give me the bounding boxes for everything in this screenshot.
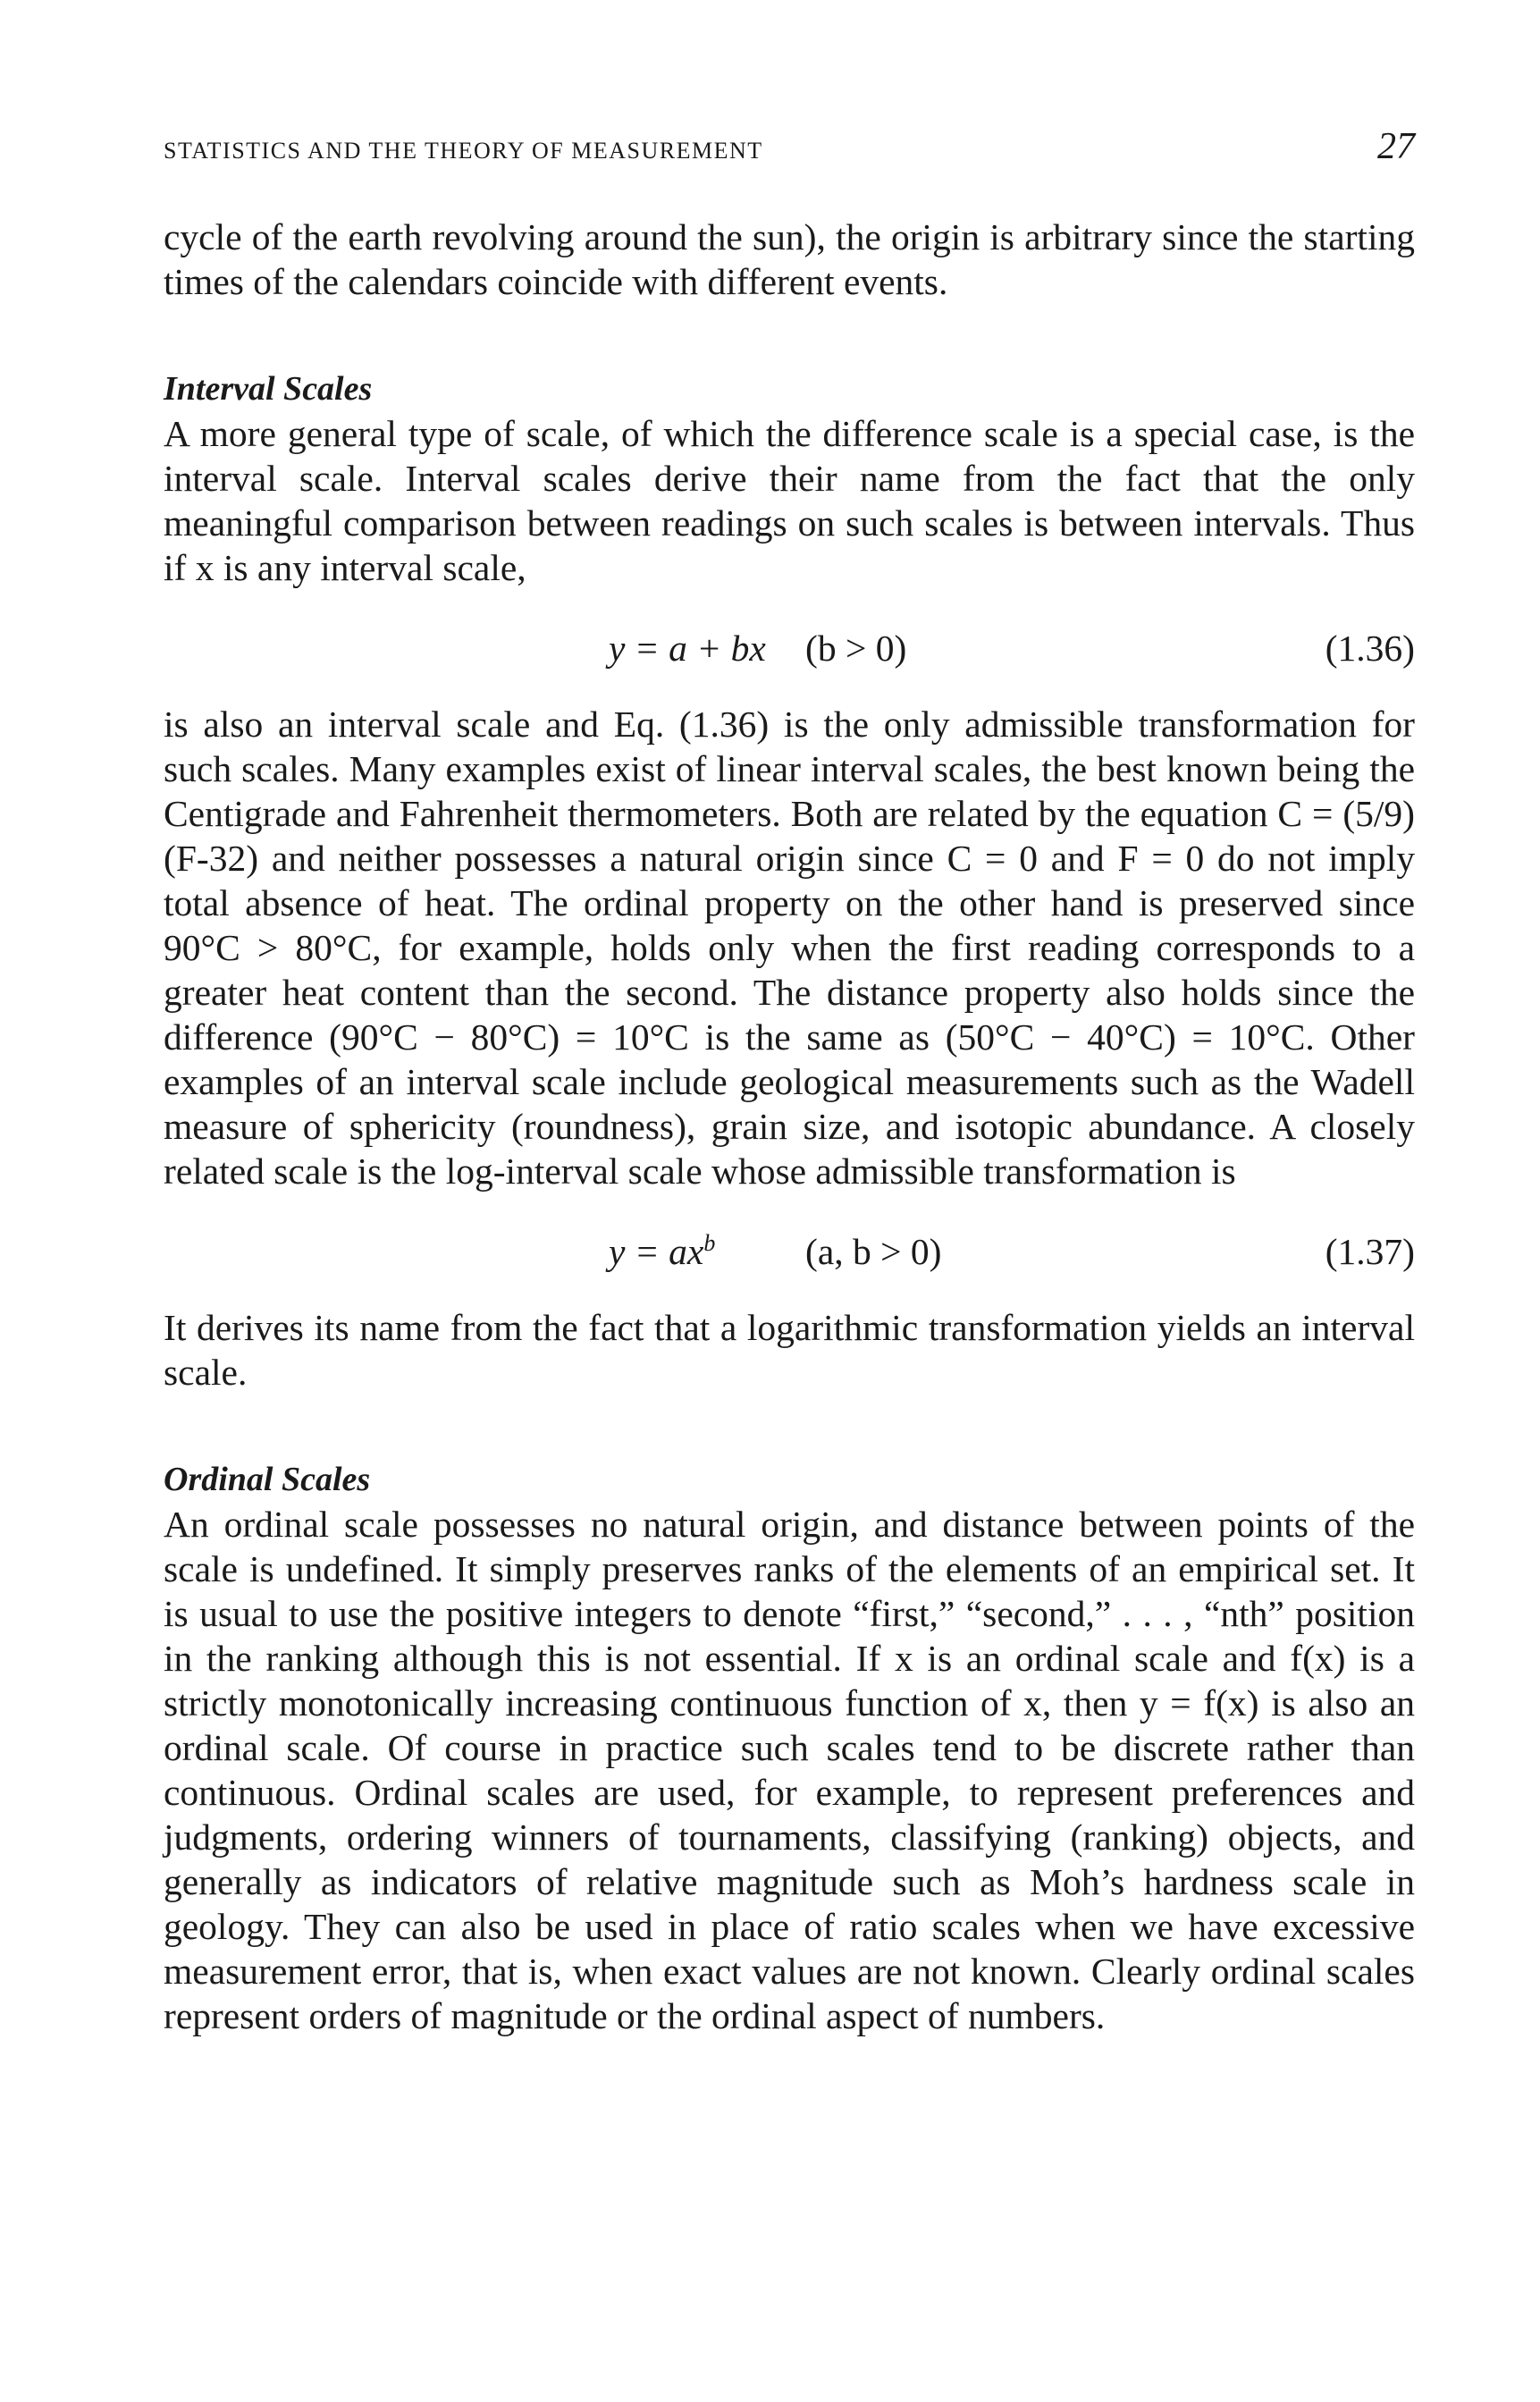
book-page <box>164 125 1415 2038</box>
page-number: 27 <box>1377 126 1415 167</box>
equation-1-37 <box>164 1229 1415 1274</box>
equation-1-36-condition: (b > 0) <box>805 628 907 669</box>
ordinal-scales-heading: Ordinal Scales <box>164 1461 371 1498</box>
interval-paragraph-3: It derives its name from the fact that a logarithmic transformation yields an interval scale. <box>164 1307 1415 1393</box>
equation-1-37-expression <box>609 1229 715 1274</box>
ordinal-paragraph-1: An ordinal scale possesses no natural origin, and distance between points of the scale is undefined. It simply preserves ranks of the elements of an empirical set. It is usual to use the positive integers to denote “first,” “second,” . . . , “nth” position in the ranking although this is not essential. If x is an ordinal scale and f(x) is a strictly monotonically increasing continuous function of x, then y = f(x) is also an ordinal scale. Of course in practice such scales tend to be discrete rather than continuous. Ordinal scales are used, for example, to represent preferences and judgments, ordering winners of tournaments, classifying (ranking) objects, and generally as indicators of relative magnitude such as Moh’s hardness scale in geology. They can also be used in place of ratio scales when we have excessive measurement error, that is, when exact values are not known. Clearly ordinal scales represent orders of magnitude or the ordinal aspect of numbers. <box>164 1504 1415 2036</box>
equation-1-36 <box>164 626 1415 670</box>
equation-1-37-condition: (a, b > 0) <box>805 1231 942 1272</box>
intro-paragraph: cycle of the earth revolving around the sun), the origin is arbitrary since the starting times of the calendars coincide with different events. <box>164 216 1415 302</box>
equation-1-36-number: (1.36) <box>1325 628 1415 669</box>
equation-1-37-base: y = ax <box>609 1231 704 1272</box>
equation-1-37-number: (1.37) <box>1325 1231 1415 1272</box>
equation-1-37-exponent: b <box>703 1230 716 1257</box>
running-title: STATISTICS AND THE THEORY OF MEASUREMENT <box>164 138 763 164</box>
interval-scales-heading: Interval Scales <box>164 370 373 408</box>
equation-1-36-expression: y = a + bx <box>609 628 766 669</box>
interval-paragraph-1: A more general type of scale, of which the difference scale is a special case, is the interval scale. Interval scales derive their name from the fact that the only meaningful comparison between readings on such scales is between intervals. Thus if x is any interval scale, <box>164 413 1415 588</box>
running-header <box>164 125 1415 179</box>
interval-paragraph-2: is also an interval scale and Eq. (1.36) is the only admissible transformation for such scales. Many examples exist of linear interval scales, the best known being the Centigrade and Fahrenheit thermometers. Both are related by the equation C = (5/9)(F-32) and neither possesses a natural origin since C = 0 and F = 0 do not imply total absence of heat. The ordinal property on the other hand is preserved since 90°C > 80°C, for example, holds only when the first reading corresponds to a greater heat content than the second. The distance property also holds since the difference (90°C − 80°C) = 10°C is the same as (50°C − 40°C) = 10°C. Other examples of an interval scale include geological measurements such as the Wadell measure of sphericity (roundness), grain size, and isotopic abundance. A closely related scale is the log-interval scale whose admissible transformation is <box>164 704 1415 1192</box>
